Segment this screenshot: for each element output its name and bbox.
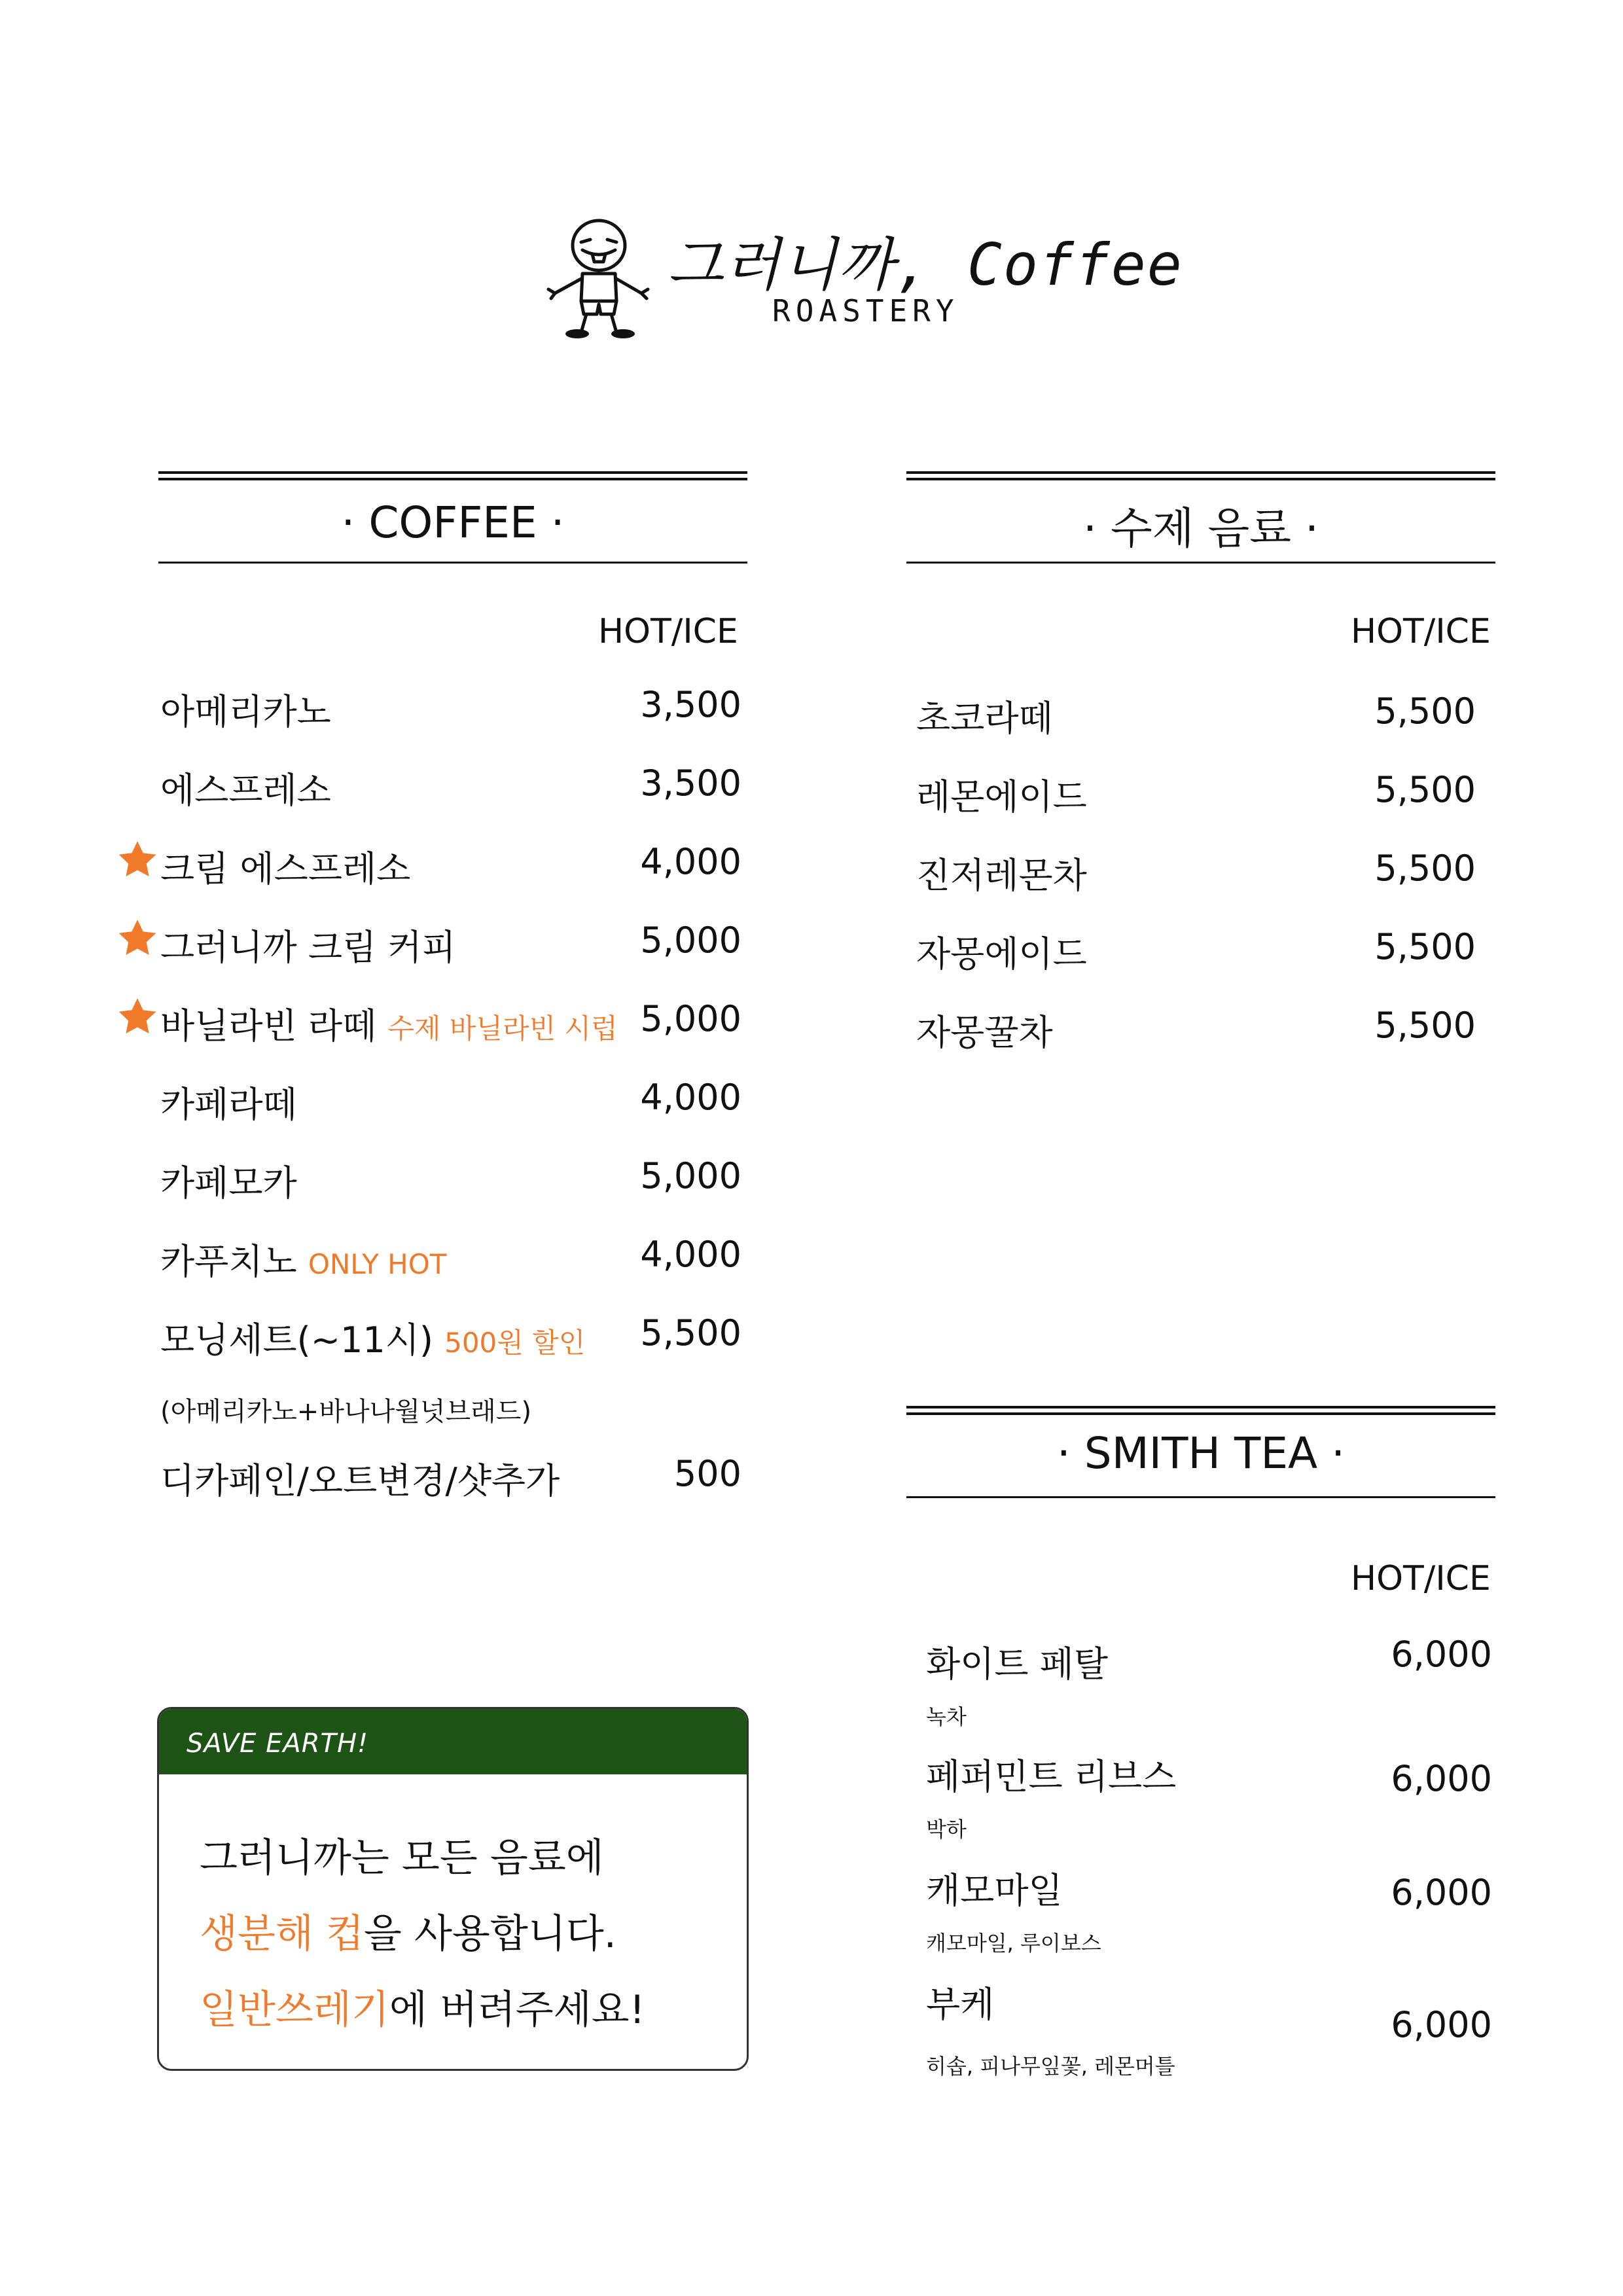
item-name: 아메리카노 [160,691,331,732]
star-icon [116,996,159,1039]
save-earth-notice [157,1707,749,2071]
item-price: 500 [673,1453,741,1494]
item-name: 부케 [926,1984,995,2025]
item-price: 5,000 [640,998,741,1039]
menu-item [160,1312,741,1365]
item-price: 4,000 [640,1077,741,1118]
save-earth-line-1: 그러니까는 모든 음료에 [200,1835,604,1881]
item-name [160,998,618,1049]
item-price: 6,000 [1391,1872,1492,1913]
handmade-section-title: · 수제 음료 · [1083,503,1319,554]
item-price: 5,500 [1374,769,1476,810]
item-name: 화이트 페탈 [926,1643,1108,1685]
menu-item [916,691,1476,743]
handmade-section-header [906,471,1495,569]
menu-item [160,1155,741,1208]
star-icon [116,838,159,882]
item-name: 자몽에이드 [916,933,1087,975]
save-earth-line-3 [200,1979,645,2035]
item-name: 자몽꿀차 [916,1012,1053,1053]
menu-item [160,684,741,736]
item-price: 6,000 [1391,2004,1492,2045]
tea-item [926,1863,1492,1961]
item-price: 5,000 [640,1155,741,1196]
item-description: 캐모마일, 루이보스 [926,1931,1101,1956]
menu-item [916,848,1476,900]
item-name: 카페라떼 [160,1084,297,1125]
item-note: 500원 할인 [444,1327,586,1359]
plain-text: 을 사용합니다. [363,1911,616,1957]
menu-item [160,998,741,1050]
item-price: 4,000 [640,841,741,882]
item-price: 3,500 [640,684,741,725]
logo-character-icon [543,216,654,340]
item-price: 6,000 [1391,1758,1492,1799]
item-name: 레몬에이드 [916,776,1087,817]
item-price: 5,500 [1374,926,1476,967]
menu-item [916,1005,1476,1057]
menu-item [160,841,741,893]
item-name: 초코라떼 [916,698,1053,739]
item-name [160,1234,446,1284]
save-earth-banner [159,1709,747,1774]
tea-item [926,1977,1492,2081]
tea-item [926,1749,1492,1847]
plain-text: 에 버려주세요! [389,1987,645,2033]
handmade-column-header: HOT/ICE [1351,612,1491,651]
smith-tea-section-header [906,1406,1495,1504]
item-description: 녹차 [926,1704,967,1729]
logo-subtitle: ROASTERY [772,293,959,329]
coffee-column-header: HOT/ICE [598,612,738,651]
item-description: 박하 [926,1817,967,1842]
item-note: ONLY HOT [308,1248,447,1280]
item-name: 카페모카 [160,1162,297,1204]
smith-tea-column-header: HOT/ICE [1351,1559,1491,1598]
item-name-text: 모닝세트(~11시) [160,1319,433,1361]
item-price: 6,000 [1391,1634,1492,1675]
item-name: 에스프레소 [160,770,331,811]
item-note: 수제 바닐라빈 시럽 [387,1013,618,1045]
accent-text: 생분해 컵 [200,1911,364,1957]
item-price: 5,500 [640,1312,741,1354]
logo-title: 그러니까, Coffee [668,231,1183,298]
menu-item [160,762,741,815]
item-name: 진저레몬차 [916,855,1087,896]
item-price: 5,500 [1374,691,1476,732]
save-earth-label: SAVE EARTH! [187,1729,369,1759]
tea-item [926,1636,1492,1734]
menu-item [160,1234,741,1286]
accent-text: 일반쓰레기 [200,1987,389,2033]
item-price: 3,500 [640,762,741,804]
menu-item-extra [160,1453,741,1505]
item-name [160,1312,585,1363]
item-name-text: 바닐라빈 라떼 [160,1005,377,1047]
item-price: 5,500 [1374,848,1476,889]
item-name: 캐모마일 [926,1870,1063,1911]
item-price: 4,000 [640,1234,741,1275]
menu-item [916,926,1476,978]
item-name: 디카페인/오트변경/샷추가 [160,1460,560,1501]
set-description: (아메리카노+바나나월넛브래드) [160,1397,532,1427]
item-name: 페퍼민트 리브스 [926,1756,1177,1797]
coffee-section-title: · COFFEE · [341,497,565,548]
coffee-section-header [158,471,747,569]
item-description: 히솝, 피나무잎꽃, 레몬머틀 [926,2054,1175,2079]
item-name: 크림 에스프레소 [160,848,411,889]
menu-item [160,920,741,972]
star-icon [116,917,159,960]
smith-tea-section-title: · SMITH TEA · [1056,1428,1346,1479]
item-price: 5,500 [1374,1005,1476,1046]
menu-item [160,1077,741,1129]
item-price: 5,000 [640,920,741,961]
save-earth-line-2 [200,1903,616,1959]
item-name: 그러니까 크림 커피 [160,927,456,968]
item-name-text: 카푸치노 [160,1241,297,1282]
menu-item [916,769,1476,821]
